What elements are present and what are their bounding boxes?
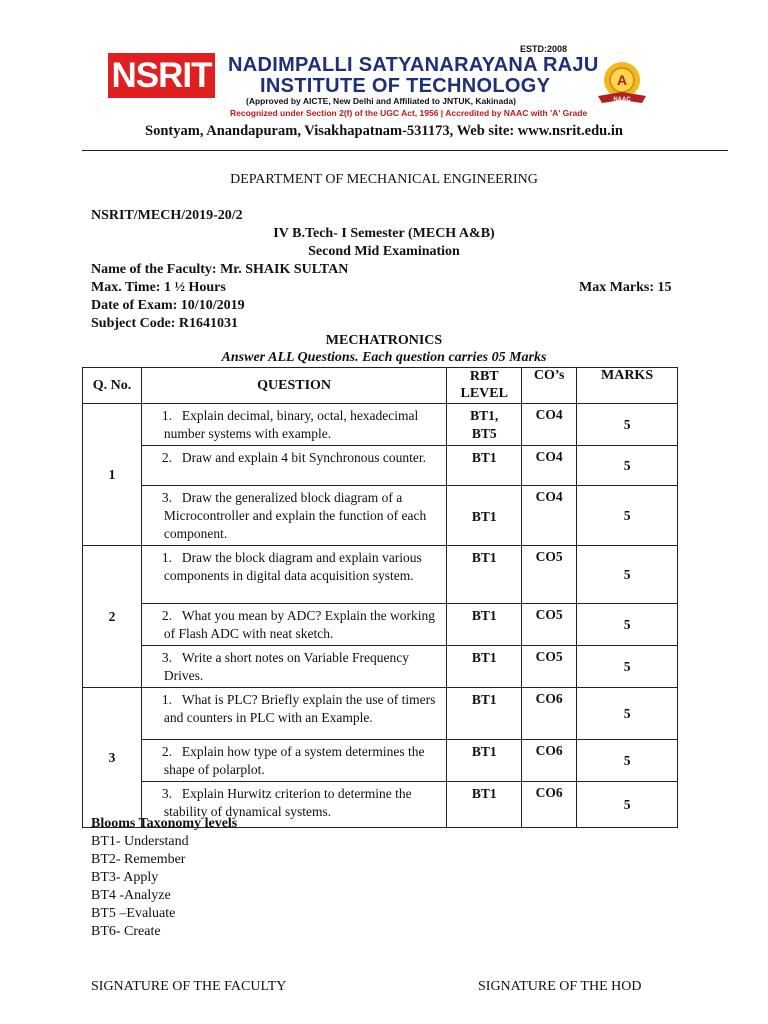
- course-outcome: CO5: [522, 646, 577, 688]
- blooms-level: BT5 –Evaluate: [91, 906, 176, 921]
- marks: 5: [577, 446, 678, 486]
- header-divider: [82, 150, 728, 151]
- blooms-level: BT6- Create: [91, 924, 161, 939]
- approval-text: (Approved by AICTE, New Delhi and Affiliated to JNTUK, Kakinada): [246, 96, 516, 106]
- recognition-text: Recognized under Section 2(f) of the UGC Act, 1956 | Accredited by NAAC with 'A' Grade: [230, 108, 588, 118]
- rbt-level: BT1: [447, 740, 522, 782]
- course-title: IV B.Tech- I Semester (MECH A&B): [273, 226, 495, 241]
- table-header-row: [83, 368, 678, 404]
- subject-name: MECHATRONICS: [325, 333, 443, 348]
- address-line: Sontyam, Anandapuram, Visakhapatnam-531173, Web site: www.nsrit.edu.in: [145, 123, 623, 139]
- exam-name: Second Mid Examination: [308, 244, 460, 259]
- rbt-level: BT1: [447, 782, 522, 828]
- question-table: [82, 367, 678, 828]
- question-text: 3. Write a short notes on Variable Frequency Drives.: [141, 646, 446, 688]
- course-outcome: CO5: [522, 546, 577, 604]
- rbt-level: BT1: [447, 604, 522, 646]
- marks: 5: [577, 646, 678, 688]
- course-outcome: CO4: [522, 446, 577, 486]
- blooms-level: BT3- Apply: [91, 870, 159, 885]
- naac-seal-icon: [592, 56, 652, 116]
- table-row: [83, 486, 678, 546]
- rbt-level: BT1, BT5: [447, 404, 522, 446]
- department-title: DEPARTMENT OF MECHANICAL ENGINEERING: [230, 172, 538, 187]
- table-row: [83, 604, 678, 646]
- faculty-signature-label: SIGNATURE OF THE FACULTY: [91, 979, 287, 994]
- rbt-level: BT1: [447, 486, 522, 546]
- marks: 5: [577, 740, 678, 782]
- hod-signature-label: SIGNATURE OF THE HOD: [478, 979, 642, 994]
- rbt-level: BT1: [447, 688, 522, 740]
- institute-name-line1: NADIMPALLI SATYANARAYANA RAJU: [228, 54, 599, 76]
- table-row: [83, 740, 678, 782]
- question-text: 1. Draw the block diagram and explain various components in digital data acquisition system.: [141, 546, 446, 604]
- question-text: 3. Explain Hurwitz criterion to determine the stability of dynamical systems.: [141, 782, 446, 828]
- question-text: 3. Draw the generalized block diagram of a Microcontroller and explain the function of each component.: [141, 486, 446, 546]
- marks: 5: [577, 486, 678, 546]
- table-row: [83, 446, 678, 486]
- course-outcome: CO6: [522, 688, 577, 740]
- course-outcome: CO6: [522, 782, 577, 828]
- table-row: [83, 546, 678, 604]
- question-text: 1. Explain decimal, binary, octal, hexadecimal number systems with example.: [141, 404, 446, 446]
- question-text: 1. What is PLC? Briefly explain the use of timers and counters in PLC with an Example.: [141, 688, 446, 740]
- question-number: 2: [83, 546, 142, 688]
- header-qno: Q. No.: [83, 368, 142, 404]
- marks: 5: [577, 688, 678, 740]
- letterhead: [0, 0, 768, 150]
- rbt-level: BT1: [447, 446, 522, 486]
- blooms-title: Blooms Taxonomy levels: [91, 816, 238, 831]
- rbt-level: BT1: [447, 546, 522, 604]
- institute-name-line2: INSTITUTE OF TECHNOLOGY: [260, 75, 551, 97]
- reference-number: NSRIT/MECH/2019-20/2: [91, 208, 243, 223]
- faculty-name: Name of the Faculty: Mr. SHAIK SULTAN: [91, 262, 349, 277]
- marks: 5: [577, 404, 678, 446]
- instruction: Answer ALL Questions. Each question carries 05 Marks: [221, 350, 547, 365]
- table-row: [83, 688, 678, 740]
- max-time: Max. Time: 1 ½ Hours: [91, 280, 226, 295]
- question-text: 2. Draw and explain 4 bit Synchronous counter.: [141, 446, 446, 486]
- max-marks: Max Marks: 15: [579, 280, 672, 295]
- question-number: 3: [83, 688, 142, 828]
- header-marks: MARKS: [577, 368, 678, 404]
- exam-date: Date of Exam: 10/10/2019: [91, 298, 245, 313]
- subject-code: Subject Code: R1641031: [91, 316, 238, 331]
- blooms-level: BT2- Remember: [91, 852, 186, 867]
- course-outcome: CO4: [522, 404, 577, 446]
- question-number: 1: [83, 404, 142, 546]
- marks: 5: [577, 604, 678, 646]
- naac-label: NAAC: [613, 97, 631, 103]
- question-text: 2. What you mean by ADC? Explain the working of Flash ADC with neat sketch.: [141, 604, 446, 646]
- naac-grade: A: [616, 72, 628, 88]
- blooms-level: BT1- Understand: [91, 834, 189, 849]
- header-co: CO’s: [522, 368, 577, 404]
- rbt-level: BT1: [447, 646, 522, 688]
- header-rbt: RBT LEVEL: [447, 368, 522, 404]
- marks: 5: [577, 546, 678, 604]
- nsrit-logo: NSRIT: [108, 53, 215, 98]
- estd-text: ESTD:2008: [520, 44, 568, 54]
- header-question: QUESTION: [141, 368, 446, 404]
- question-text: 2. Explain how type of a system determines the shape of polarplot.: [141, 740, 446, 782]
- course-outcome: CO5: [522, 604, 577, 646]
- blooms-level: BT4 -Analyze: [91, 888, 171, 903]
- course-outcome: CO4: [522, 486, 577, 546]
- marks: 5: [577, 782, 678, 828]
- course-outcome: CO6: [522, 740, 577, 782]
- table-row: [83, 404, 678, 446]
- table-row: [83, 646, 678, 688]
